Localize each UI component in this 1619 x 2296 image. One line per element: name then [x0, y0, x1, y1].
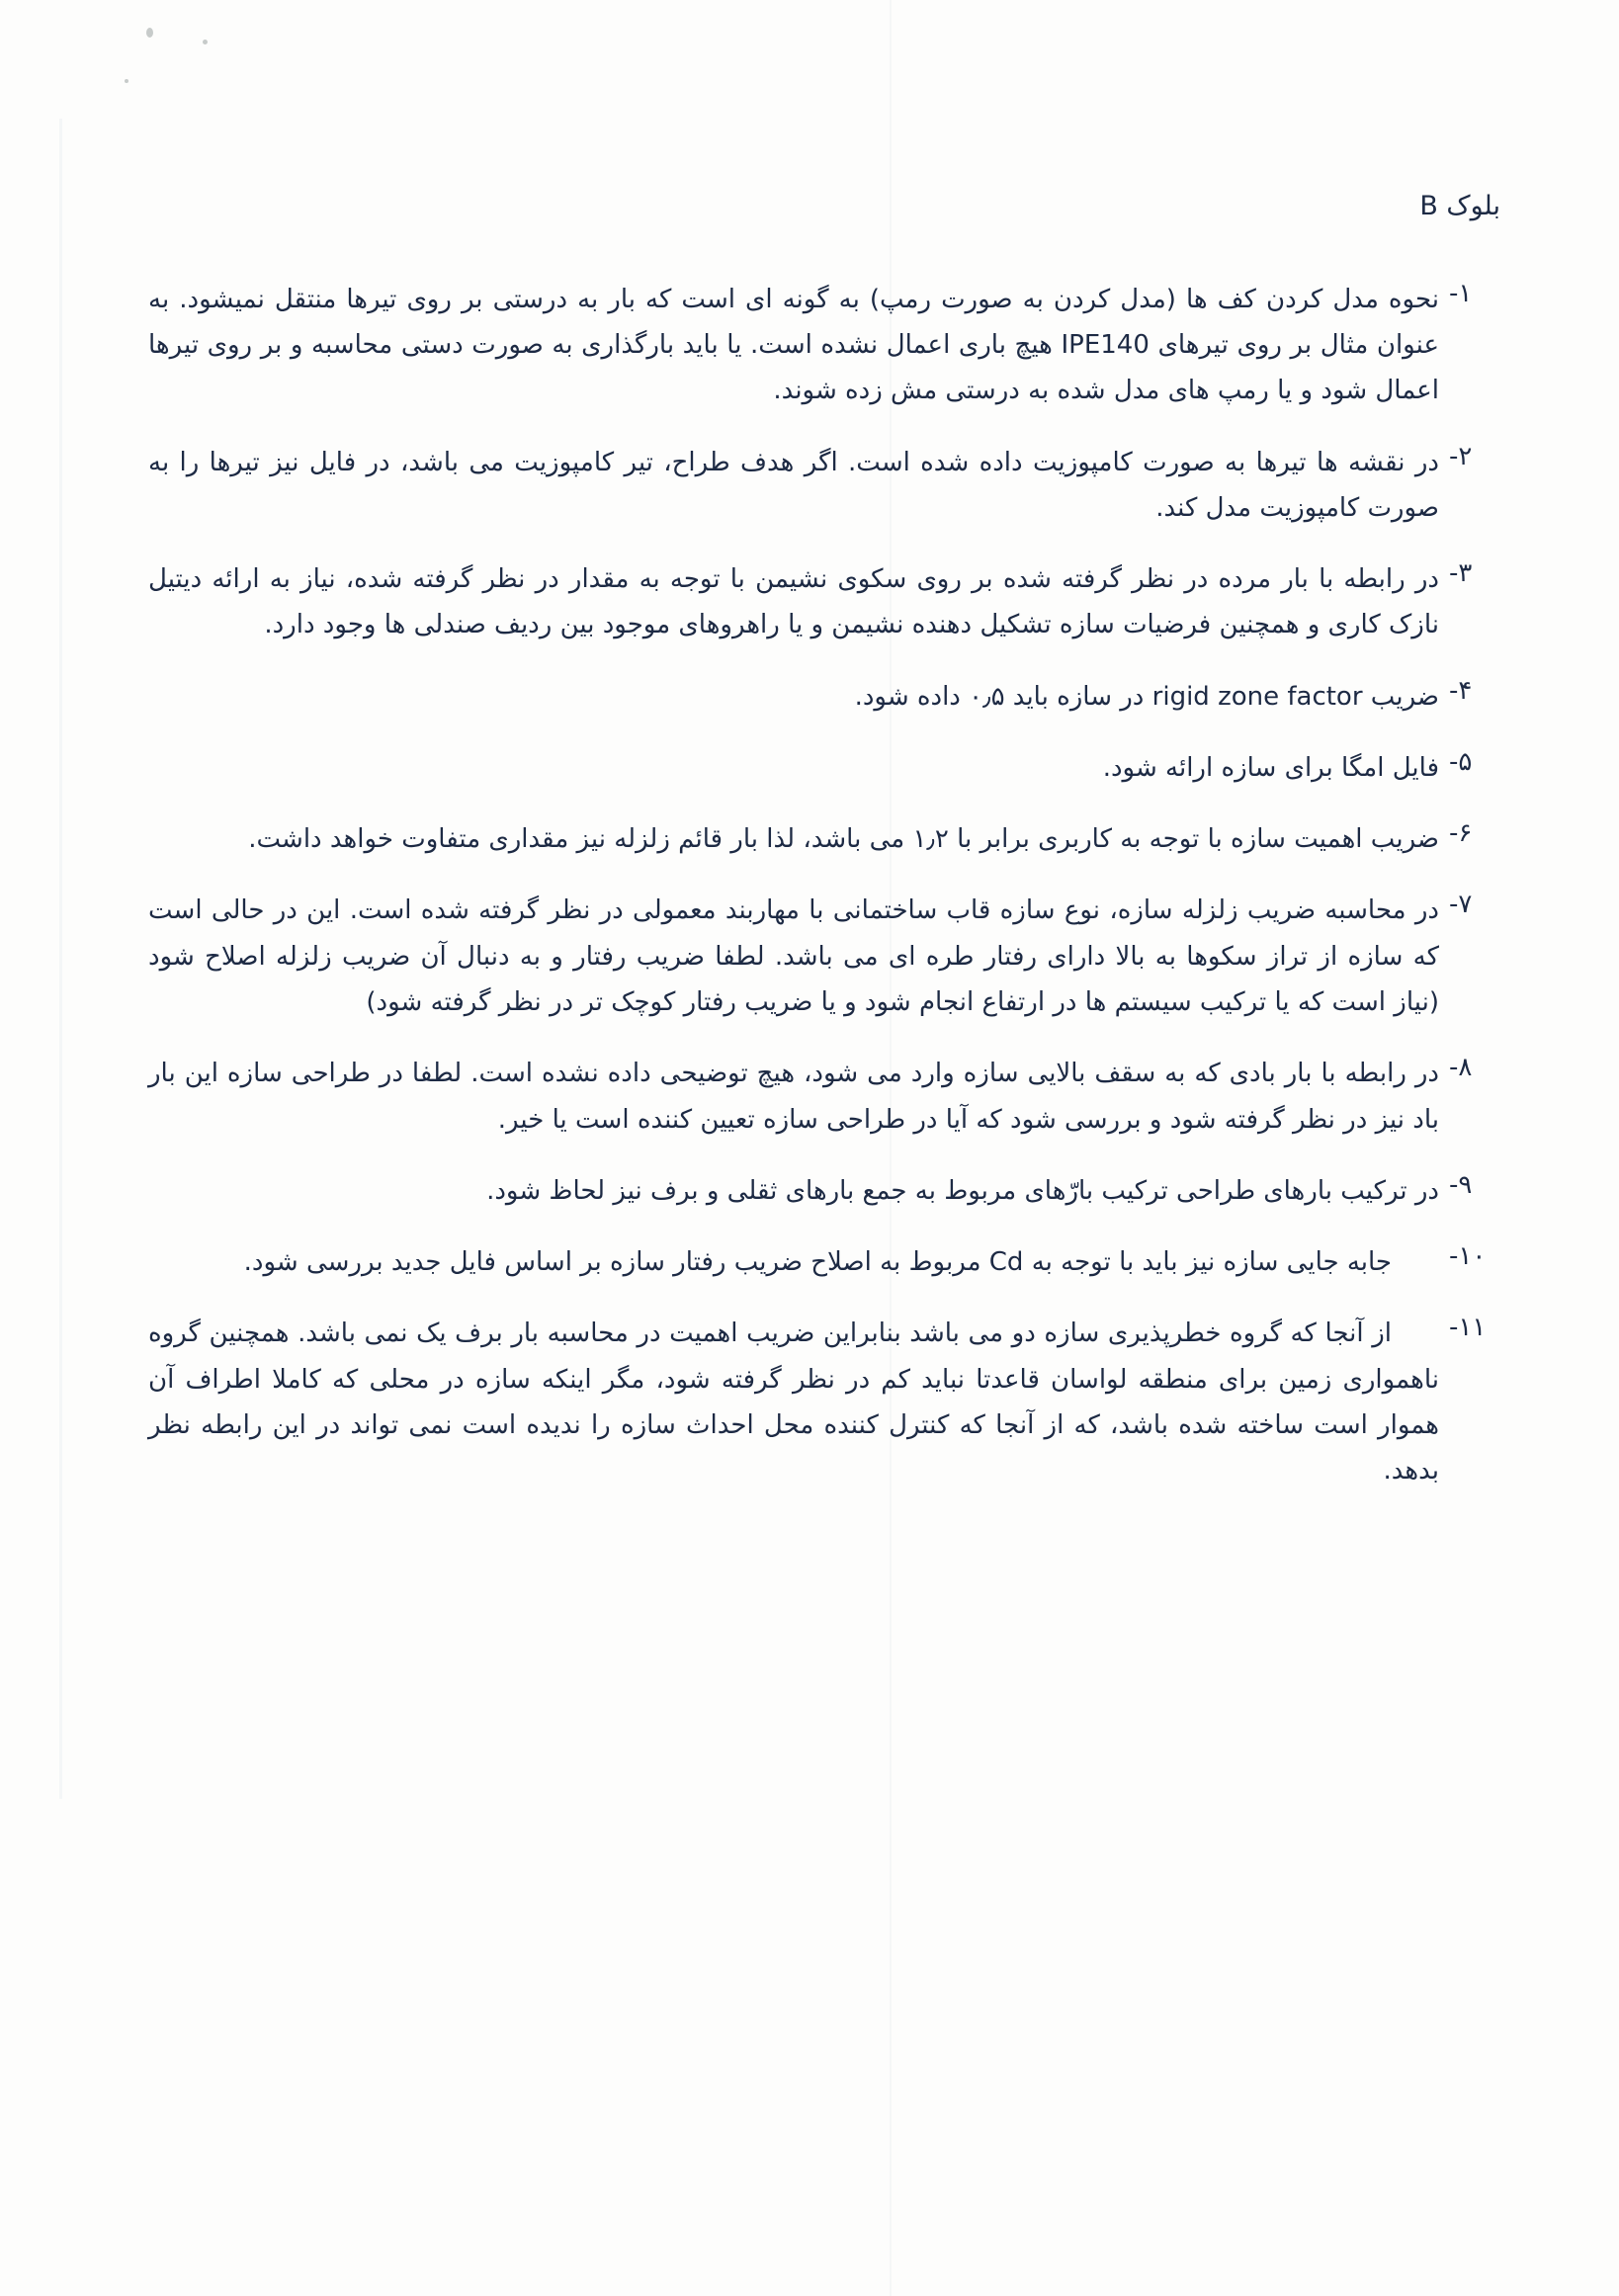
list-item — [148, 556, 1500, 648]
list-item-number: ۱- — [1449, 278, 1473, 308]
list-item — [148, 1239, 1500, 1285]
list-item-text-value: جابه جایی سازه نیز باید با توجه به Cd مربوط به اصلاح ضریب رفتار سازه بر اساس فایل جدید بررسی شود. — [243, 1247, 1392, 1278]
list-item-number: ۴- — [1449, 675, 1473, 706]
list-item-number: ۳- — [1449, 558, 1473, 589]
list-item-number: ۸- — [1449, 1053, 1473, 1083]
list-item — [148, 674, 1500, 720]
page-title: بلوک B — [1419, 191, 1500, 221]
list-item-text: در رابطه با بار بادی که به سقف بالایی سازه وارد می شود، هیچ توضیحی داده نشده است. لطفا در طراحی سازه این بار باد نیز در نظر گرفته شود و بررسی شود که آیا در طراحی سازه تعیین کننده است یا خیر. — [148, 1059, 1439, 1135]
list-item — [148, 1051, 1500, 1143]
list-item-number: ۱۱- — [1449, 1313, 1487, 1343]
list-item-text: ضریب اهمیت سازه با توجه به کاربری برابر با ۱٫۲ می باشد، لذا بار قائم زلزله نیز مقداری متفاوت خواهد داشت. — [248, 824, 1439, 855]
list-item-number: ۵- — [1449, 746, 1473, 777]
list-item-text — [148, 1239, 1439, 1285]
list-item-number: ۹- — [1449, 1169, 1473, 1200]
list-item — [148, 816, 1500, 862]
list-item-text-value: از آنجا که گروه خطرپذیری سازه دو می باشد بنابراین ضریب اهمیت در محاسبه بار برف یک نمی باشد. همچنین گروه ناهمواری زمین برای منطقه لواسان قاعدتا نباید کم در نظر گرفته شود، مگر اینکه سازه در محلی که کاملا اطراف آن هموار است ساخته شده باشد، که از آنجا که کنترل کننده محل احداث سازه را ندیده است نمی تواند در این رابطه نظر بدهد. — [148, 1318, 1439, 1487]
list-item-text: در ترکیب بارهای طراحی ترکیب بارّهای مربوط به جمع بارهای ثقلی و برف نیز لحاظ شود. — [486, 1175, 1439, 1206]
list-item-text: نحوه مدل کردن کف ها (مدل کردن به صورت رمپ) به گونه ای است که بار به درستی بر روی تیرها منتقل نمیشود. به عنوان مثال بر روی تیرهای IPE140 هیچ باری اعمال نشده است. یا باید بارگذاری به صورت دستی محاسبه و بر روی تیرها اعمال شود و یا رمپ های مدل شده به درستی مش زده شوند. — [148, 284, 1439, 406]
scan-artifact-line — [59, 119, 62, 1799]
list-item-number: ۷- — [1449, 890, 1473, 920]
numbered-list — [148, 277, 1500, 1494]
list-item-text: در محاسبه ضریب زلزله سازه، نوع سازه قاب ساختمانی با مهاربند معمولی در نظر گرفته شده است. این در حالی است که سازه از تراز سکوها به بالا دارای رفتار طره ای می باشد. لطفا ضریب رفتار و به دنبال آن ضریب زلزله اصلاح شود (نیاز است که یا ترکیب سیستم ها در ارتفاع انجام شود و یا ضریب رفتار کوچک تر در نظر گرفته شود) — [148, 895, 1439, 1017]
list-item — [148, 1311, 1500, 1493]
list-item — [148, 1168, 1500, 1214]
scan-speck — [125, 79, 128, 83]
list-item-text: در رابطه با بار مرده در نظر گرفته شده بر روی سکوی نشیمن با توجه به مقدار در نظر گرفته شده، نیاز به ارائه دیتیل نازک کاری و همچنین فرضیات سازه تشکیل دهنده نشیمن و یا راهروهای موجود بین ردیف صندلی ها وجود دارد. — [148, 564, 1439, 640]
list-item — [148, 277, 1500, 414]
list-item-number: ۲- — [1449, 441, 1473, 471]
list-item-text — [148, 1311, 1439, 1493]
list-item-text: در نقشه ها تیرها به صورت کامپوزیت داده شده است. اگر هدف طراح، تیر کامپوزیت می باشد، در فایل نیز تیرها را به صورت کامپوزیت مدل کند. — [148, 447, 1439, 523]
list-item — [148, 745, 1500, 791]
list-item — [148, 440, 1500, 532]
document-body — [148, 188, 1500, 1519]
list-item-number: ۱۰- — [1449, 1241, 1487, 1272]
list-item-text: فایل امگا برای سازه ارائه شود. — [1102, 752, 1439, 783]
scan-speck — [203, 40, 208, 44]
list-item-number: ۶- — [1449, 818, 1473, 849]
list-item-text: ضریب rigid zone factor در سازه باید ۰٫۵ داده شود. — [854, 681, 1439, 712]
scan-speck — [146, 28, 153, 38]
list-item — [148, 888, 1500, 1025]
